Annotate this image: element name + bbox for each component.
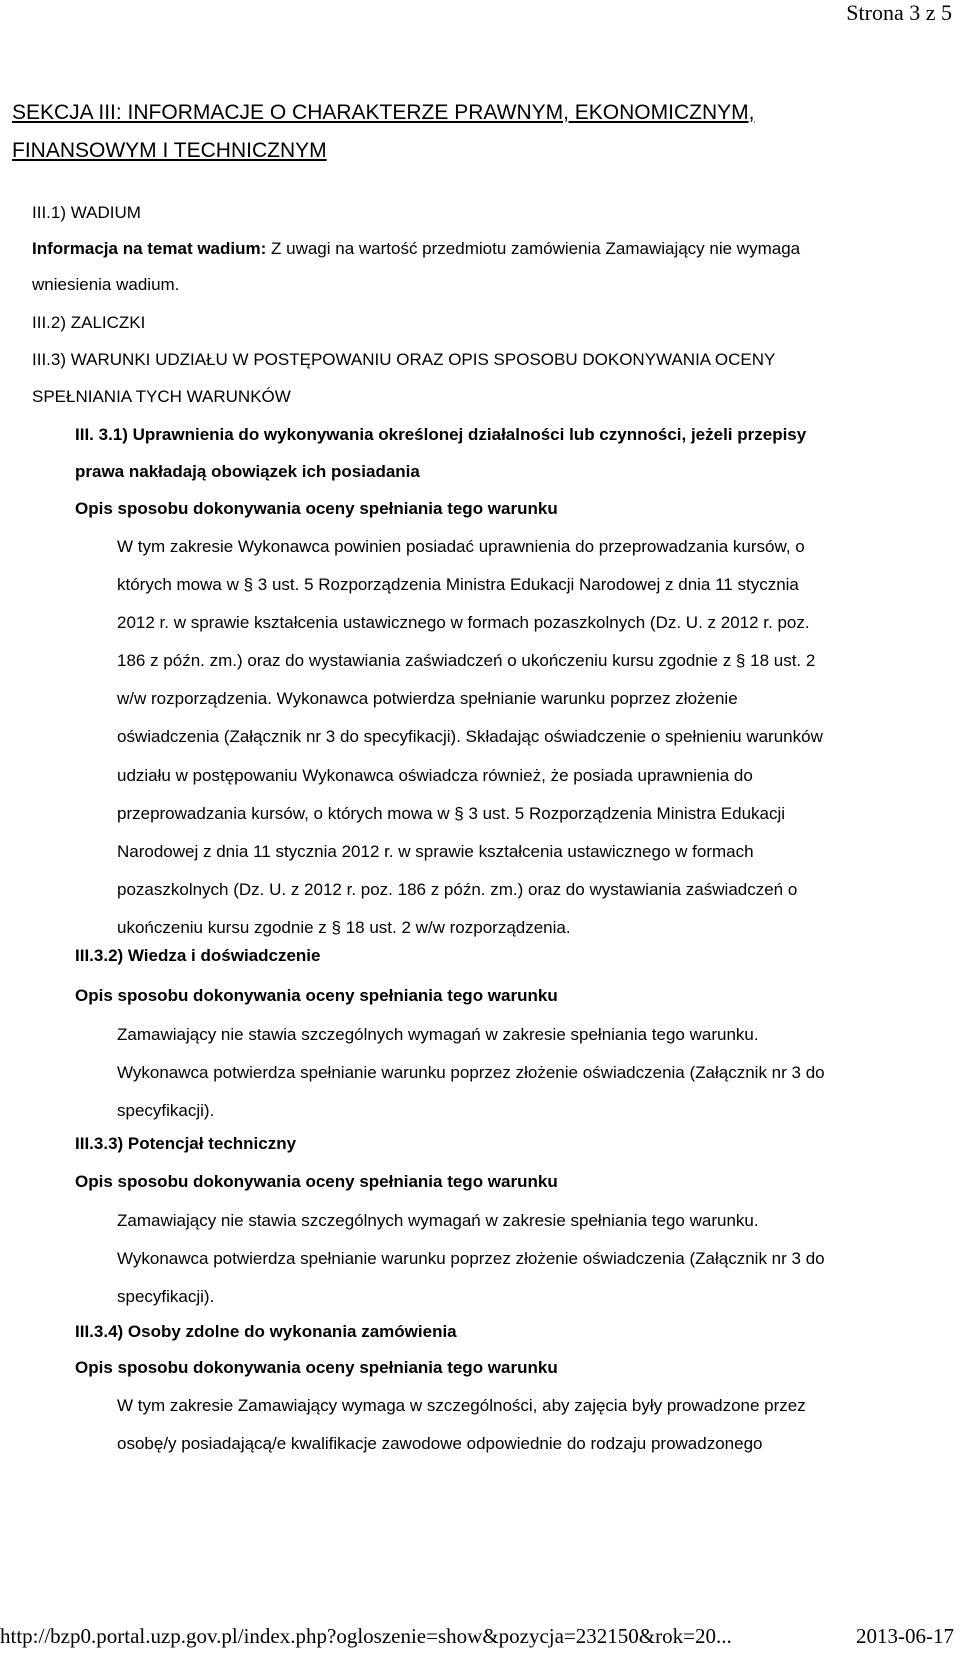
zaliczki-heading: III.2) ZALICZKI	[32, 313, 146, 332]
footer-url[interactable]: http://bzp0.portal.uzp.gov.pl/index.php?ogloszenie=show&pozycja=232150&rok=20...	[0, 1624, 732, 1648]
sub3-line: Zamawiający nie stawia szczególnych wymagań w zakresie spełniania tego warunku.	[117, 1211, 759, 1230]
sub1-line: W tym zakresie Wykonawca powinien posiadać uprawnienia do przeprowadzania kursów, o	[117, 537, 805, 556]
sub3-line: Wykonawca potwierdza spełnianie warunku poprzez złożenie oświadczenia (Załącznik nr 3 do	[117, 1249, 825, 1269]
sub1-heading-line1: III. 3.1) Uprawnienia do wykonywania określonej działalności lub czynności, jeżeli przepisy	[75, 425, 807, 444]
sub1-line: oświadczenia (Załącznik nr 3 do specyfikacji). Składając oświadczenie o spełnieniu warunków	[117, 727, 823, 747]
sub4-line: W tym zakresie Zamawiający wymaga w szczególności, aby zajęcia były prowadzone przez	[117, 1396, 806, 1415]
sub3-description	[117, 1202, 825, 1316]
sub2-opis-label: Opis sposobu dokonywania oceny spełniania tego warunku	[75, 986, 558, 1005]
sub2-line: Zamawiający nie stawia szczególnych wymagań w zakresie spełniania tego warunku.	[117, 1025, 759, 1044]
sub2-heading: III.3.2) Wiedza i doświadczenie	[75, 946, 321, 965]
sub3-heading: III.3.3) Potencjał techniczny	[75, 1134, 297, 1153]
wadium-label: Informacja na temat wadium:	[32, 239, 267, 258]
warunki-heading-line1: III.3) WARUNKI UDZIAŁU W POSTĘPOWANIU ORAZ OPIS SPOSOBU DOKONYWANIA OCENY	[32, 350, 776, 369]
wadium-heading: III.1) WADIUM	[32, 203, 141, 222]
sub4-line: osobę/y posiadającą/e kwalifikacje zawodowe odpowiednie do rodzaju prowadzonego	[117, 1434, 763, 1454]
footer-date: 2013-06-17	[856, 1624, 954, 1648]
sub1-line: pozaszkolnych (Dz. U. z 2012 r. poz. 186 z późn. zm.) oraz do wystawiania zaświadczeń o	[117, 879, 798, 899]
section-title-line1: SEKCJA III: INFORMACJE O CHARAKTERZE PRAWNYM, EKONOMICZNYM,	[12, 101, 755, 124]
sub1-line: Narodowej z dnia 11 stycznia 2012 r. w sprawie kształcenia ustawicznego w formach	[117, 841, 754, 861]
sub1-line: udziału w postępowaniu Wykonawca oświadcza również, że posiada uprawnienia do	[117, 765, 753, 785]
sub1-line: 186 z późn. zm.) oraz do wystawiania zaświadczeń o ukończeniu kursu zgodnie z § 18 ust. 2	[117, 651, 816, 671]
sub1-heading-line2: prawa nakładają obowiązek ich posiadania	[75, 462, 420, 481]
sub1-description	[117, 528, 823, 947]
wadium-info-line2: wniesienia wadium.	[32, 275, 180, 294]
wadium-text: Z uwagi na wartość przedmiotu zamówienia Zamawiający nie wymaga	[266, 239, 801, 258]
sub2-line: specyfikacji).	[117, 1101, 215, 1121]
section-title-line2: FINANSOWYM I TECHNICZNYM	[12, 139, 327, 162]
warunki-heading-line2: SPEŁNIANIA TYCH WARUNKÓW	[32, 387, 291, 406]
sub1-line: których mowa w § 3 ust. 5 Rozporządzenia Ministra Edukacji Narodowej z dnia 11 stycznia	[117, 575, 799, 595]
sub1-line: 2012 r. w sprawie kształcenia ustawicznego w formach pozaszkolnych (Dz. U. z 2012 r. poz.	[117, 613, 810, 633]
sub1-line: w/w rozporządzenia. Wykonawca potwierdza spełnianie warunku poprzez złożenie	[117, 689, 738, 709]
wadium-info-line1	[32, 239, 800, 259]
sub1-line: ukończeniu kursu zgodnie z § 18 ust. 2 w/w rozporządzenia.	[117, 917, 571, 937]
sub4-description	[117, 1387, 806, 1463]
sub4-opis-label: Opis sposobu dokonywania oceny spełniania tego warunku	[75, 1358, 558, 1377]
sub2-description	[117, 1016, 825, 1130]
sub1-opis-label: Opis sposobu dokonywania oceny spełniania tego warunku	[75, 499, 558, 518]
sub3-opis-label: Opis sposobu dokonywania oceny spełniania tego warunku	[75, 1172, 558, 1191]
sub2-line: Wykonawca potwierdza spełnianie warunku poprzez złożenie oświadczenia (Załącznik nr 3 do	[117, 1063, 825, 1083]
sub3-line: specyfikacji).	[117, 1287, 215, 1307]
page-number: Strona 3 z 5	[846, 0, 952, 25]
sub1-line: przeprowadzania kursów, o których mowa w § 3 ust. 5 Rozporządzenia Ministra Edukacji	[117, 803, 786, 823]
sub4-heading: III.3.4) Osoby zdolne do wykonania zamówienia	[75, 1322, 457, 1341]
